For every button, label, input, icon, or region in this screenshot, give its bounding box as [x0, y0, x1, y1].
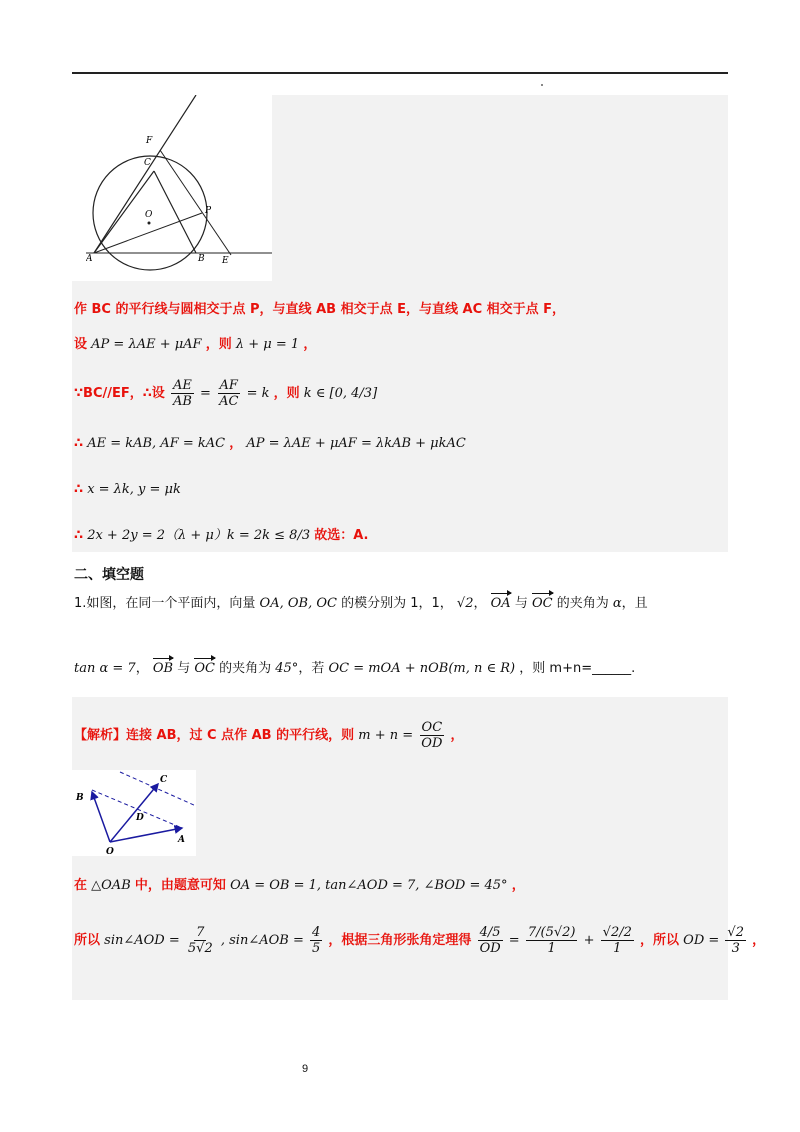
fig1-label-P: P	[205, 206, 212, 216]
fig1-label-F: F	[146, 136, 153, 146]
sol1-line2-math: AP = λAE + μAF	[91, 337, 202, 352]
frac-7-5r2: $\frac{7}{5√2}$	[187, 925, 213, 956]
q1-alpha: α	[612, 596, 622, 611]
sol2-line2: 在 △OAB 中，由题意可知 OA = OB = 1, tan∠AOD = 7, ∠BOD = 45° ，	[74, 878, 525, 893]
sol1-line3-mid: ，则	[273, 386, 300, 401]
frac-af-ac: $\frac{AF}{AC}$	[219, 378, 239, 409]
k-range: k ∈ [0, 4/3]	[303, 386, 378, 401]
frac-ae-ab: $\frac{AE}{AB}$	[172, 378, 192, 409]
vector-figure	[72, 770, 196, 856]
sol1-line2-math2: λ + μ = 1	[235, 337, 300, 352]
fig2-label-C: C	[160, 775, 168, 785]
circle-figure	[86, 95, 276, 275]
sol1-line2-mid: ，则	[205, 337, 232, 352]
page-number: 9	[302, 1063, 309, 1075]
sol2-line2-math: OA = OB = 1, tan∠AOD = 7, ∠BOD = 45°	[230, 878, 508, 893]
sol1-line6	[74, 524, 369, 543]
sol1-line4-mid: ，	[229, 436, 243, 451]
fig1-label-O: O	[145, 210, 153, 220]
sol1-line6-end: 故选：A.	[314, 528, 369, 543]
fig1-label-A: A	[86, 254, 93, 264]
sol1-line4	[74, 432, 466, 451]
sol1-line6-math: 2x + 2y = 2（λ + μ）k = 2k ≤ 8/3	[87, 528, 311, 543]
sol1-line5	[74, 482, 181, 497]
sol1-line4-math2: AP = λAE + μAF = λkAB + μkAC	[246, 436, 466, 451]
q1-line1: 1.如图，在同一个平面内，向量 OA, OB, OC 的模分别为 1，1， √2， OA 与 OC 的夹角为 α，且	[74, 596, 648, 611]
fig1-label-C: C	[144, 158, 151, 168]
q1-tan: tan α = 7	[74, 661, 136, 676]
header-rule	[72, 72, 728, 74]
sol2-line3: 所以 sin∠AOD = $\frac{7}{5√2}$ , sin∠AOB = $\frac{4}{5}$ ，根据三角形张角定理得 $\frac{4/5}{OD}$ = $\frac{7/(5√2)}{1}$ + $\frac{√2/2}{1}$ ，所以 OD = $\frac{√2}{3}$ ，	[74, 925, 766, 956]
fig2-label-B: B	[76, 793, 84, 803]
q1-45: 45°	[275, 661, 299, 676]
q1-sqrt2: √2	[456, 596, 474, 611]
fig2-label-A: A	[178, 835, 185, 845]
sol1-line4-math: AE = kAB, AF = kAC	[87, 436, 226, 451]
sol2-line1: 【解析】连接 AB，过 C 点作 AB 的平行线，则 m + n = $\frac{OC}{OD}$ ，	[74, 720, 464, 751]
section-title: 二、填空题	[74, 567, 144, 583]
frac-big: $\frac{4/5}{OD}$	[479, 925, 501, 956]
solution1-block-lower	[72, 281, 728, 552]
frac-4-5: $\frac{4}{5}$	[311, 925, 321, 956]
sol1-line6-prefix: ∴	[74, 528, 84, 543]
frac-oc-od: $\frac{OC}{OD}$	[421, 720, 443, 751]
q1-eq: OC = mOA + nOB(m, n ∈ R)	[328, 661, 516, 676]
q1-vecs: OA, OB, OC	[259, 596, 337, 611]
sol1-line5-prefix: ∴	[74, 482, 84, 497]
sol1-line5-math: x = λk, y = μk	[87, 482, 181, 497]
k-eq: = k	[246, 386, 270, 401]
sol2-tri: △OAB	[91, 878, 131, 893]
sol2-line1-text: 【解析】连接 AB，过 C 点作 AB 的平行线，则	[74, 728, 355, 743]
fig1-label-E: E	[222, 256, 229, 266]
fig2-label-O: O	[106, 847, 114, 856]
sol1-line3: ∵BC//EF，∴设 $\frac{AE}{AB}$ = $\frac{AF}{AC}$ = k ，则 k ∈ [0, 4/3]	[74, 378, 378, 409]
sol1-line1: 作 BC 的平行线与圆相交于点 P，与直线 AB 相交于点 E，与直线 AC 相交于点 F，	[74, 302, 566, 317]
sol1-line2	[74, 333, 316, 352]
solution1-block	[272, 95, 728, 281]
header-dot	[541, 84, 543, 86]
fig2-label-D: D	[136, 813, 144, 823]
sol1-line4-prefix: ∴	[74, 436, 84, 451]
sol1-line2-end: ，	[303, 337, 317, 352]
sol1-line2-prefix: 设	[74, 337, 88, 352]
sol1-line3-prefix: ∵BC//EF，∴设	[74, 386, 165, 401]
frac-r2-3: $\frac{√2}{3}$	[727, 925, 744, 956]
q1-line2: tan α = 7， OB 与 OC 的夹角为 45°，若 OC = mOA + nOB(m, n ∈ R) ，则 m+n=______.	[74, 661, 636, 676]
fig1-label-B: B	[198, 254, 205, 264]
